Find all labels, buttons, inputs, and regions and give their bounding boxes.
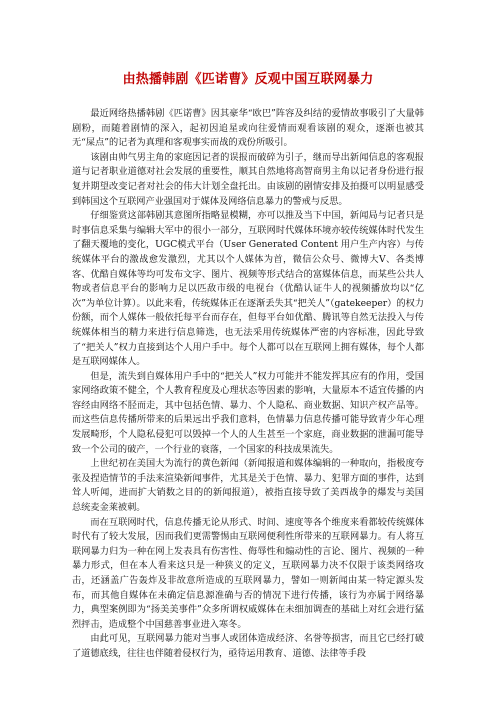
paragraph-5: 上世纪初在美国大为流行的黄色新闻（新闻报道和媒体编辑的一种取向，指极度夸张及捏造情节的手法来渲染新闻事件，尤其是关于色情、暴力、犯罪方面的事件，达到耸人听闻，进而扩大销数之目的的新闻报道），被指直接导致了美西战争的爆发与美国总统麦金莱被刺。 xyxy=(72,458,424,514)
paragraph-6: 而在互联网时代，信息传播无论从形式、时间、速度等各个维度来看都较传统媒体时代有了较大发展，因而我们更需警惕由互联网便利性所带来的互联网暴力。有人将互联网暴力归为一种在网上发表具有伤害性、侮辱性和煽动性的言论、图片、视频的一种暴力形式，但在本人看来这只是一种狭义的定义，互联网暴力决不仅限于该类网络攻击，还涵盖广告轰炸及非故意所造成的互联网暴力，譬如一则新闻由某一特定源头发布，而其他自媒体在未确定信息源准确与否的情况下进行传播，该行为亦属于网络暴力，典型案例即为“扬美美事件”众多所谓权威媒体在未细加调查的基础上对红会进行猛烈抨击，造成整个中国慈善事业进入寒冬。 xyxy=(72,516,424,630)
document-title: 由热播韩剧《匹诺曹》反观中国互联网暴力 xyxy=(122,72,374,87)
paragraph-4: 但是，流失到自媒体用户手中的“把关人”权力可能并不能发挥其应有的作用，受国家网络政策不健全，个人教育程度及心理状态等因素的影响，大量原本不适宜传播的内容经由网络不胫而走，其中包括色情、暴力、个人隐私、商业数据、知识产权产品等。而这些信息传播所带来的后果远出乎我们意料，色情暴力信息传播可能导致青少年心理发展畸形，个人隐私侵犯可以毁掉一个人的人生甚至一个家庭，商业数据的泄漏可能导致一个公司的破产，一个行业的衰落，一个国家的科技成果流失。 xyxy=(72,370,424,455)
paragraph-7: 由此可见，互联网暴力能对当事人或团体造成经济、名誉等损害，而且它已经打破了道德底线，往往也伴随着侵权行为，亟待运用教育、道德、法律等手段 xyxy=(72,633,424,659)
paragraph-2: 该剧由帅气男主角的家庭因记者的误报而破碎为引子，继而导出新闻信息的客观报道与记者职业道德对社会发展的重要性，顺其自然地将高智商男主角以记者身份进行报复并期望改变记者对社会的伟大计划全盘托出。由该剧的剧情安排及拍摄可以明显感受到韩国这个互联网产业强国对于媒体及网络信息暴力的警戒与反思。 xyxy=(72,151,424,207)
paragraph-3: 仔细鉴赏这部韩剧其意图所指略显模糊，亦可以推及当下中国，新闻局与记者只是时事信息采集与编辑大军中的很小一部分，互联网时代媒体环境亦较传统媒体时代发生了翻天覆地的变化，UGC模式平台（User Generated Content 用户生产内容）与传统媒体平台的激战愈发激烈，尤其以个人媒体为首，微信公众号、微博大V、各类博客、优酷自媒体等均可发布文字、图片、视频等形式结合的富媒体信息，而某些公共人物或者信息平台的影响力足以匹敌市级的电视台（优酷认证牛人的视频播放均以“亿次”为单位计算）。以此来看，传统媒体正在逐渐丢失其“把关人”（gatekeeper）的权力份额，而个人媒体一般依托每平台而存在，但每平台如优酷、腾讯等自然无法投入与传统媒体相当的精力来进行信息筛选，也无法采用传统媒体严密的内容标准，因此导致了“把关人”权力直接到达个人用户手中。每个人都可以在互联网上拥有媒体，每个人都是互联网媒体人。 xyxy=(72,210,424,368)
paragraph-1: 最近网络热播韩剧《匹诺曹》因其豪华“欧巴”阵容及纠结的爱情故事吸引了大量韩剧粉，而随着剧情的深入，起初因追星或向往爱情而观看该剧的观众，逐渐也被其无“屎点”的记者为真理和客观事实而战的戏份所吸引。 xyxy=(72,108,424,149)
